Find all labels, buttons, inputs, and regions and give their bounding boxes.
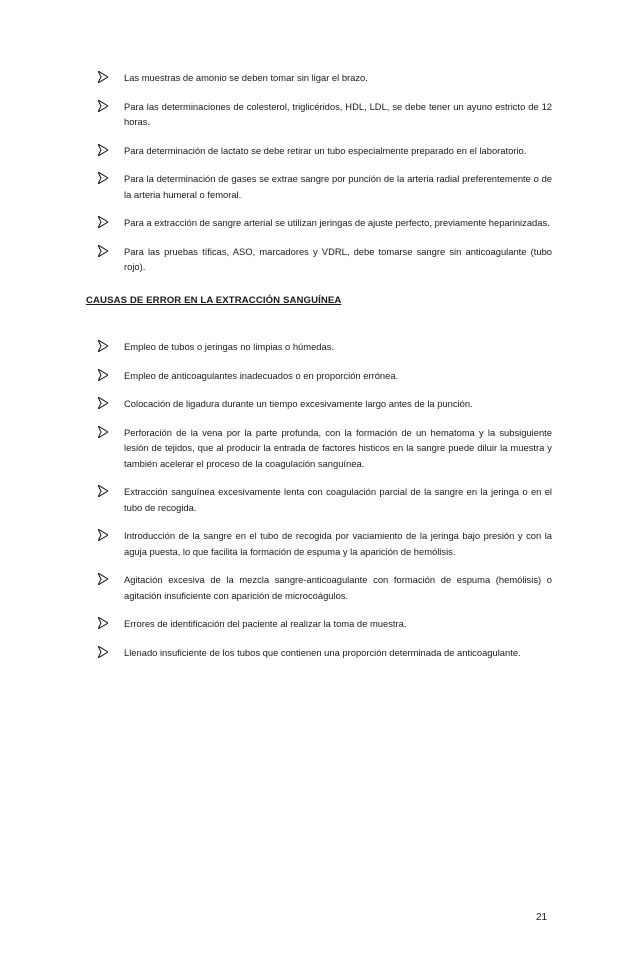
list-item-text: Las muestras de amonio se deben tomar sin ligar el brazo. [124,72,368,83]
arrowhead-bullet-icon [98,617,108,629]
arrowhead-bullet-icon [98,172,108,184]
list-item [0,171,638,202]
list-item [0,99,638,130]
list-item-text: Extracción sanguínea excesivamente lenta con coagulación parcial de la sangre en la jeringa o en el tubo de recogida. [124,486,552,513]
arrowhead-bullet-icon [98,144,108,156]
list-item [0,244,638,275]
list-item [0,528,638,559]
arrowhead-bullet-icon [98,369,108,381]
list-item [0,645,638,661]
list-item [0,143,638,159]
list-item [0,70,638,86]
arrowhead-bullet-icon [98,397,108,409]
arrowhead-bullet-icon [98,340,108,352]
requirements-list [0,70,638,288]
list-item-text: Colocación de ligadura durante un tiempo excesivamente largo antes de la punción. [124,398,473,409]
list-item-text: Perforación de la vena por la parte profunda, con la formación de un hematoma y la subsiguiente lesión de tejidos, que al producir la entrada de factores histicos en la sangre puede diluir la muestra y también acelerar el proceso de la coagulación sanguínea. [124,426,552,469]
list-item-text: Para a extracción de sangre arterial se utilizan jeringas de ajuste perfecto, previamente heparinizadas. [124,217,550,228]
page-number: 21 [536,912,548,923]
arrowhead-bullet-icon [98,485,108,497]
arrowhead-bullet-icon [98,245,108,257]
list-item [0,339,638,355]
list-item [0,396,638,412]
list-item-text: Para las determinaciones de colesterol, triglicéridos, HDL, LDL, se debe tener un ayuno estricto de 12 horas. [124,100,552,127]
list-item-text: Empleo de anticoagulantes inadecuados o en proporción errónea. [124,369,399,381]
list-item-text: Para la determinación de gases se extrae sangre por punción de la arteria radial preferentemente o de la arteria humeral o femoral. [124,173,552,200]
list-item [0,368,638,384]
arrowhead-bullet-icon [98,71,108,83]
arrowhead-bullet-icon [98,646,108,658]
list-item-text: Introducción de la sangre en el tubo de recogida por vaciamiento de la jeringa bajo presión y con la aguja puesta, lo que facilita la formación de espuma y la aparición de hemólisis. [124,530,552,557]
list-item-text: Para determinación de lactato se debe retirar un tubo especialmente preparado en el laboratorio. [124,144,527,156]
list-item-text: Para las pruebas tíficas, ASO, marcadores y VDRL, debe tomarse sangre sin anticoagulante (tubo rojo). [124,245,552,272]
error-causes-list [0,339,638,673]
arrowhead-bullet-icon [98,573,108,585]
arrowhead-bullet-icon [98,216,108,228]
list-item [0,215,638,231]
arrowhead-bullet-icon [98,100,108,112]
section-heading: CAUSAS DE ERROR EN LA EXTRACCIÓN SANGUÍNEA [86,295,342,306]
list-item-text: Empleo de tubos o jeringas no limpias o húmedas. [124,341,335,352]
list-item [0,616,638,632]
arrowhead-bullet-icon [98,529,108,541]
list-item [0,484,638,515]
arrowhead-bullet-icon [98,426,108,438]
list-item [0,425,638,472]
list-item-text: Agitación excesiva de la mezcla sangre-anticoagulante con formación de espuma (hemólisis) o agitación insuficiente con aparición de microcoágulos. [124,574,552,601]
list-item-text: Llenado insuficiente de los tubos que contienen una proporción determinada de anticoagulante. [124,646,521,658]
list-item [0,572,638,603]
list-item-text: Errores de identificación del paciente al realizar la toma de muestra. [124,618,407,629]
